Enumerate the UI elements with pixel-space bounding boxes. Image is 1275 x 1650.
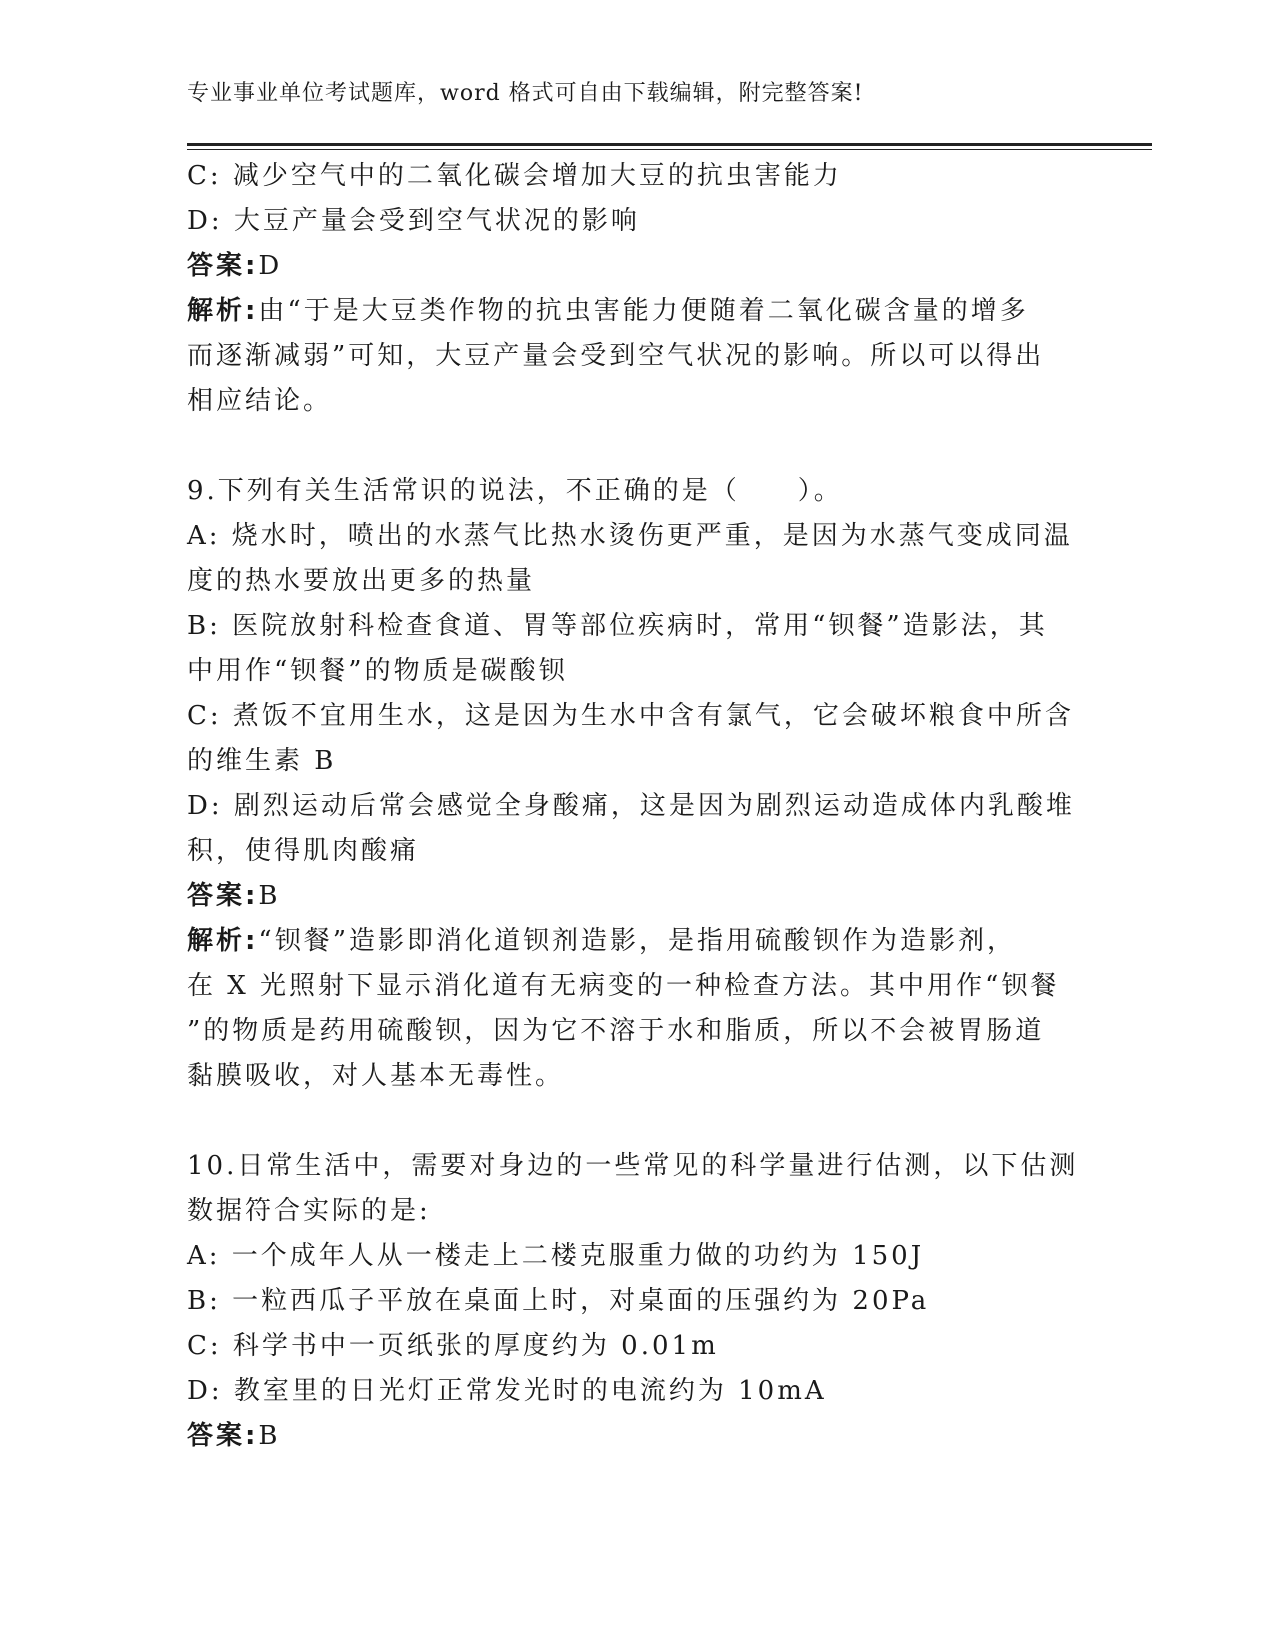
q8-answer	[187, 244, 1087, 289]
q8-analysis-line-3: 相应结论。	[187, 386, 333, 416]
q8-analysis-line-1	[187, 289, 1087, 334]
q10-answer	[187, 1414, 1087, 1459]
answer-label: 答案:	[187, 251, 259, 281]
q10-option-c: C: 科学书中一页纸张的厚度约为 0.01m	[187, 1331, 719, 1361]
answer-label: 答案:	[187, 881, 259, 911]
header-rule-thin	[187, 149, 1152, 150]
q8-option-d: D: 大豆产量会受到空气状况的影响	[187, 206, 640, 236]
answer-label: 答案:	[187, 1421, 259, 1451]
q9-analysis-line-1	[187, 919, 1087, 964]
q9-question: 9.下列有关生活常识的说法，不正确的是（ ）。	[187, 476, 843, 506]
document-body	[187, 154, 1087, 1459]
analysis-text: “钡餐”造影即消化道钡剂造影，是指用硫酸钡作为造影剂，	[258, 926, 1016, 956]
answer-value: B	[258, 1421, 281, 1451]
q10-question-line-1: 10.日常生活中，需要对身边的一些常见的科学量进行估测，以下估测	[187, 1151, 1079, 1181]
q10-option-b: B: 一粒西瓜子平放在桌面上时，对桌面的压强约为 20Pa	[187, 1286, 930, 1316]
answer-value: D	[258, 251, 283, 281]
q10-option-d: D: 教室里的日光灯正常发光时的电流约为 10mA	[187, 1376, 827, 1406]
q10-option-a: A: 一个成年人从一楼走上二楼克服重力做的功约为 150J	[187, 1241, 925, 1271]
q9-option-c-line-2: 的维生素 B	[187, 746, 337, 776]
q8-analysis-line-2: 而逐渐减弱”可知，大豆产量会受到空气状况的影响。所以可以得出	[187, 341, 1045, 371]
q9-option-a-line-2: 度的热水要放出更多的热量	[187, 566, 536, 596]
q9-analysis-line-2: 在 X 光照射下显示消化道有无病变的一种检查方法。其中用作“钡餐	[187, 971, 1060, 1001]
q9-option-c-line-1: C: 煮饭不宜用生水，这是因为生水中含有氯气，它会破坏粮食中所含	[187, 701, 1074, 731]
answer-value: B	[258, 881, 281, 911]
q10-question-line-2: 数据符合实际的是:	[187, 1196, 431, 1226]
analysis-text: 由“于是大豆类作物的抗虫害能力便随着二氧化碳含量的增多	[258, 296, 1029, 326]
q9-option-b-line-2: 中用作“钡餐”的物质是碳酸钡	[187, 656, 568, 686]
q9-option-d-line-2: 积，使得肌肉酸痛	[187, 836, 420, 866]
q9-option-a-line-1: A: 烧水时，喷出的水蒸气比热水烫伤更严重，是因为水蒸气变成同温	[187, 521, 1073, 551]
q9-option-d-line-1: D: 剧烈运动后常会感觉全身酸痛，这是因为剧烈运动造成体内乳酸堆	[187, 791, 1075, 821]
header-rule-thick	[187, 143, 1152, 146]
q9-answer	[187, 874, 1087, 919]
q8-option-c: C: 减少空气中的二氧化碳会增加大豆的抗虫害能力	[187, 161, 842, 191]
q9-analysis-line-3: ”的物质是药用硫酸钡，因为它不溶于水和脂质，所以不会被胃肠道	[187, 1016, 1045, 1046]
q9-analysis-line-4: 黏膜吸收，对人基本无毒性。	[187, 1061, 565, 1091]
analysis-label: 解析:	[187, 926, 259, 956]
analysis-label: 解析:	[187, 296, 259, 326]
q9-option-b-line-1: B: 医院放射科检查食道、胃等部位疾病时，常用“钡餐”造影法，其	[187, 611, 1048, 641]
page-header: 专业事业单位考试题库，word 格式可自由下载编辑，附完整答案!	[187, 81, 864, 106]
